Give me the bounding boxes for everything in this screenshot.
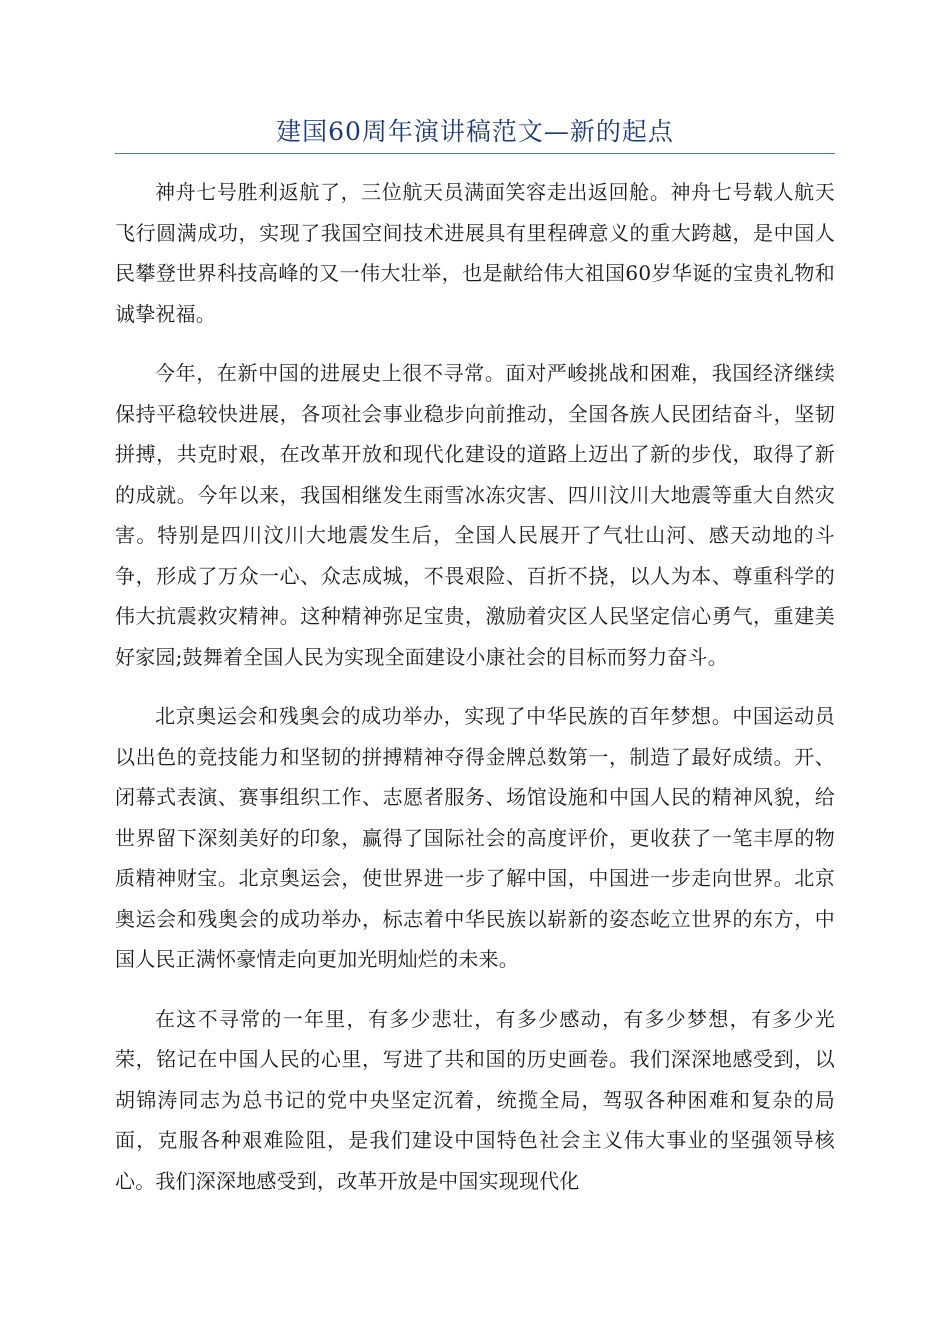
document-title: 建国60周年演讲稿范文—新的起点: [276, 117, 674, 146]
paragraph-shenzhou: 神舟七号胜利返航了，三位航天员满面笑容走出返回舱。神舟七号载人航天飞行圆满成功，实现了我国空间技术进展具有里程碑意义的重大跨越，是中国人民攀登世界科技高峰的又一伟大壮举，也是献给伟大祖国60岁华诞的宝贵礼物和诚挚祝福。: [115, 180, 835, 326]
paragraph-extraordinary-year: 在这不寻常的一年里，有多少悲壮，有多少感动，有多少梦想，有多少光荣，铭记在中国人民的心里，写进了共和国的历史画卷。我们深深地感受到，以胡锦涛同志为总书记的党中央坚定沉着，统揽全局，驾驭各种困难和复杂的局面，克服各种艰难险阻，是我们建设中国特色社会主义伟大事业的坚强领导核心。我们深深地感受到，改革开放是中国实现现代化: [115, 1006, 835, 1193]
paragraph-this-year: 今年，在新中国的进展史上很不寻常。面对严峻挑战和困难，我国经济继续保持平稳较快进展，各项社会事业稳步向前推动，全国各族人民团结奋斗，坚韧拼搏，共克时艰，在改革开放和现代化建设的道路上迈出了新的步伐，取得了新的成就。今年以来，我国相继发生雨雪冰冻灾害、四川汶川大地震等重大自然灾害。特别是四川汶川大地震发生后，全国人民展开了气壮山河、感天动地的斗争，形成了万众一心、众志成城，不畏艰险、百折不挠，以人为本、尊重科学的伟大抗震救灾精神。这种精神弥足宝贵，激励着灾区人民坚定信心勇气，重建美好家园;鼓舞着全国人民为实现全面建设小康社会的目标而努力奋斗。: [115, 361, 835, 669]
paragraph-olympics: 北京奥运会和残奥会的成功举办，实现了中华民族的百年梦想。中国运动员以出色的竞技能力和坚韧的拼搏精神夺得金牌总数第一，制造了最好成绩。开、闭幕式表演、赛事组织工作、志愿者服务、场馆设施和中国人民的精神风貌，给世界留下深刻美好的印象，赢得了国际社会的高度评价，更收获了一笔丰厚的物质精神财宝。北京奥运会，使世界进一步了解中国，中国进一步走向世界。北京奥运会和残奥会的成功举办，标志着中华民族以崭新的姿态屹立世界的东方，中国人民正满怀豪情走向更加光明灿烂的未来。: [115, 704, 835, 971]
title-underline: [115, 153, 835, 154]
document-body: [115, 172, 835, 1220]
